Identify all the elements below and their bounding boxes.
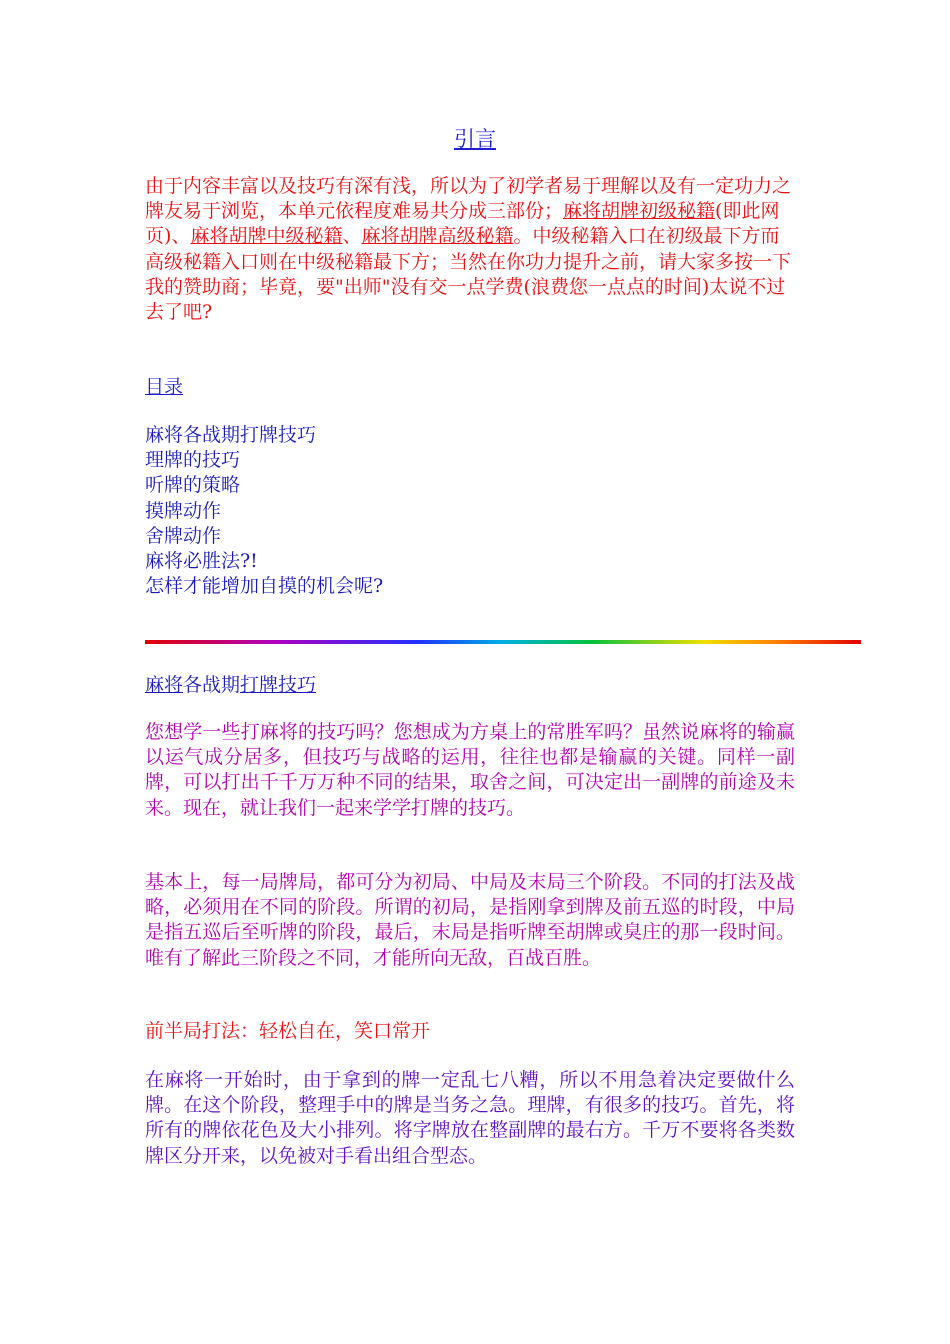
section-paragraph-1: 您想学一些打麻将的技巧吗？您想成为方桌上的常胜军吗？虽然说麻将的输赢以运气成分居多，但技巧与战略的运用，往往也都是输赢的关键。同样一副牌，可以打出千千万万种不同的结果，取舍之间，可决定出一副牌的前途及未来。现在，就让我们一起来学学打牌的技巧。 [145,721,795,819]
toc-item[interactable]: 舍牌动作 [145,524,222,547]
separator: 、 [342,225,362,248]
intro-text-before: 由于内容丰富以及技巧有深有浅，所以为了初学者易于理解以及有一定功力之牌友易于浏览，本单元依程度难易共分成三部份； [145,175,792,223]
toc-item[interactable]: 理牌的技巧 [145,449,241,472]
toc-item[interactable]: 听牌的策略 [145,474,241,497]
section-heading[interactable] [145,672,316,698]
toc-title-link[interactable]: 目录 [145,376,184,398]
beginner-guide-link[interactable]: 麻将胡牌初级秘籍 [563,200,716,223]
intermediate-guide-link[interactable]: 麻将胡牌中级秘籍 [190,225,343,248]
intro-text-after: 。中级秘籍入口在初级最下方而高级秘籍入口则在中级秘籍最下方；当然在你功力提升之前，请大家多按一下我的赞助商；毕竟，要"出师"没有交一点学费(浪费您一点点的时间)太说不过去了吧? [145,225,792,324]
toc-item[interactable]: 麻将各战期打牌技巧 [145,424,317,446]
heading-part-underlined: 麻将 [145,674,184,696]
separator: 、 [171,225,191,248]
advanced-guide-link[interactable]: 麻将胡牌高级秘籍 [361,225,514,248]
intro-paragraph [145,174,795,325]
page-title-link[interactable]: 引言 [454,127,496,151]
section-paragraph-2: 基本上，每一局牌局，都可分为初局、中局及末局三个阶段。不同的打法及战略，必须用在不同的阶段。所谓的初局，是指刚拿到牌及前五巡的时段，中局是指五巡后至听牌的阶段，最后，末局是指听牌至胡牌或臭庄的那一段时间。唯有了解此三阶段之不同，才能所向无敌，百战百胜。 [145,871,795,969]
toc-item[interactable]: 摸牌动作 [145,499,222,522]
link1-suffix: (即此网页) [145,200,780,248]
toc-list [145,423,383,599]
toc-item[interactable]: 怎样才能增加自摸的机会呢? [145,575,384,598]
heading-part-underlined: 打牌技巧 [240,674,317,696]
rainbow-divider [145,640,861,644]
toc-item[interactable]: 麻将必胜法?! [145,550,258,573]
section-paragraph-3: 在麻将一开始时，由于拿到的牌一定乱七八糟，所以不用急着决定要做什么牌。在这个阶段，整理手中的牌是当务之急。理牌，有很多的技巧。首先，将所有的牌依花色及大小排列。将字牌放在整副牌的最右方。千万不要将各类数牌区分开来，以免被对手看出组合型态。 [145,1069,795,1167]
subheading: 前半局打法：轻松自在，笑口常开 [145,1020,431,1042]
heading-part: 各战期 [183,674,241,696]
